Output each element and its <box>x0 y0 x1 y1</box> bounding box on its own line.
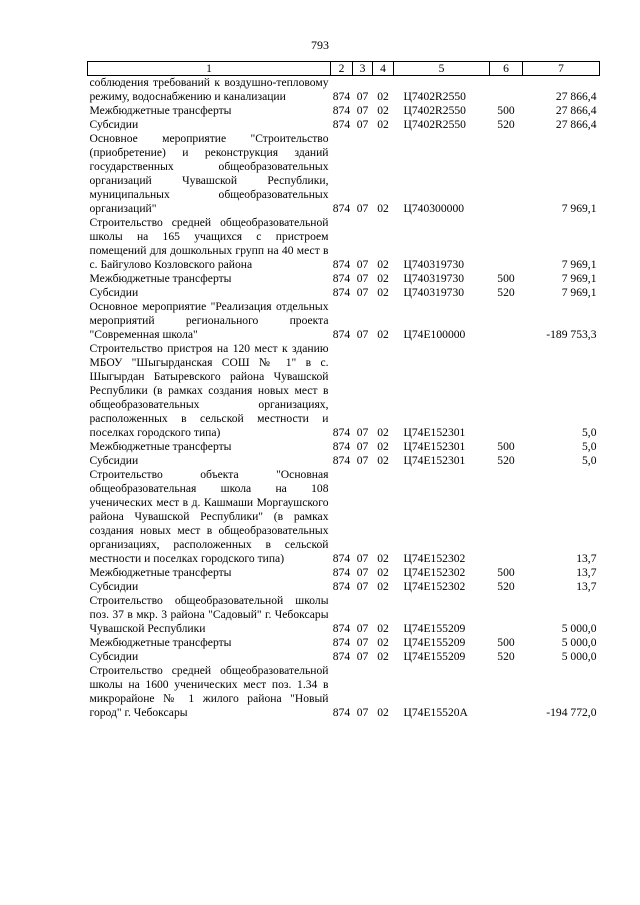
row-section: 07 <box>356 580 369 593</box>
table-row <box>88 664 600 720</box>
row-name: Межбюджетные трансферты <box>89 272 232 285</box>
row-amount: 13,7 <box>576 566 597 579</box>
row-amount: 27 866,4 <box>555 118 597 131</box>
row-amount: 5,0 <box>582 454 597 467</box>
row-amount: -189 753,3 <box>546 328 597 341</box>
row-name: Субсидии <box>89 286 139 299</box>
row-admin-code: 874 <box>332 552 351 565</box>
row-admin-code: 874 <box>332 580 351 593</box>
row-amount: 7 969,1 <box>561 258 597 271</box>
row-amount: 5 000,0 <box>561 650 597 663</box>
column-header: 6 <box>490 62 523 76</box>
row-target-article: Ц7402R2550 <box>403 104 466 117</box>
row-section: 07 <box>356 636 369 649</box>
row-target-article: Ц74Е155209 <box>403 622 466 635</box>
row-target-article: Ц740319730 <box>403 258 465 271</box>
row-target-article: Ц7402R2550 <box>403 90 466 103</box>
row-subsection: 02 <box>377 426 389 439</box>
row-expense-type <box>490 468 523 566</box>
row-expense-type <box>490 216 523 272</box>
row-section: 07 <box>356 454 369 467</box>
row-section: 07 <box>356 566 369 579</box>
row-subsection: 02 <box>377 552 389 565</box>
row-name: Межбюджетные трансферты <box>89 566 232 579</box>
row-name: Субсидии <box>89 454 139 467</box>
row-name: Основное мероприятие "Строительство (приобретение) и реконструкция зданий государственных общеобразовательных организаций Чувашской Республики, муниципальных общеобразовательных организаций" <box>89 132 329 215</box>
row-admin-code: 874 <box>332 118 351 131</box>
row-expense-type <box>490 76 523 105</box>
row-expense-type <box>490 594 523 636</box>
column-header: 5 <box>394 62 490 76</box>
row-admin-code: 874 <box>332 622 351 635</box>
table-row <box>88 104 600 118</box>
row-section: 07 <box>356 440 369 453</box>
row-admin-code: 874 <box>332 286 351 299</box>
row-subsection: 02 <box>377 440 389 453</box>
row-target-article: Ц74Е155209 <box>403 650 466 663</box>
column-header: 4 <box>373 62 394 76</box>
row-expense-type: 520 <box>497 454 515 467</box>
row-section: 07 <box>356 426 369 439</box>
row-subsection: 02 <box>377 622 389 635</box>
row-admin-code: 874 <box>332 426 351 439</box>
row-subsection: 02 <box>377 706 389 719</box>
column-header: 7 <box>523 62 600 76</box>
row-expense-type <box>490 132 523 216</box>
row-target-article: Ц74Е152302 <box>403 566 466 579</box>
row-expense-type: 500 <box>497 272 515 285</box>
table-row <box>88 440 600 454</box>
row-subsection: 02 <box>377 104 389 117</box>
table-row <box>88 566 600 580</box>
column-header: 3 <box>353 62 373 76</box>
row-target-article: Ц74Е155209 <box>403 636 466 649</box>
row-admin-code: 874 <box>332 650 351 663</box>
row-section: 07 <box>356 622 369 635</box>
row-admin-code: 874 <box>332 566 351 579</box>
row-expense-type: 520 <box>497 650 515 663</box>
table-body <box>88 76 600 721</box>
row-name: Субсидии <box>89 118 139 131</box>
row-name: Строительство пристроя на 120 мест к зданию МБОУ "Шыгырданская СОШ № 1" в с. Шыгырдан Батыревского района Чувашской Республики (в рамках создания новых мест в общеобразовательных организациях, расположенных в сельской местности и поселках городского типа) <box>89 342 329 439</box>
row-name: соблюдения требований к воздушно-тепловому режиму, водоснабжению и канализации <box>89 76 329 103</box>
row-name: Строительство средней общеобразовательной школы на 165 учащихся с пристроем помещений для дошкольных групп на 40 мест в с. Байгулово Козловского района <box>89 216 329 271</box>
row-amount: 7 969,1 <box>561 286 597 299</box>
budget-table <box>87 61 600 720</box>
row-target-article: Ц74Е152302 <box>403 580 466 593</box>
table-row <box>88 636 600 650</box>
row-subsection: 02 <box>377 202 389 215</box>
row-expense-type: 500 <box>497 566 515 579</box>
row-section: 07 <box>356 328 369 341</box>
row-subsection: 02 <box>377 650 389 663</box>
row-expense-type: 500 <box>497 440 515 453</box>
row-expense-type <box>490 300 523 342</box>
column-header: 2 <box>331 62 353 76</box>
row-admin-code: 874 <box>332 272 351 285</box>
table-row <box>88 272 600 286</box>
row-admin-code: 874 <box>332 202 351 215</box>
row-section: 07 <box>356 90 369 103</box>
row-target-article: Ц74Е152302 <box>403 552 466 565</box>
row-subsection: 02 <box>377 286 389 299</box>
table-row <box>88 342 600 440</box>
row-target-article: Ц740319730 <box>403 286 465 299</box>
row-name: Строительство общеобразовательной школы поз. 37 в мкр. 3 района "Садовый" г. Чебоксары Чувашской Республики <box>89 594 329 635</box>
row-admin-code: 874 <box>332 258 351 271</box>
table-row <box>88 454 600 468</box>
row-amount: 7 969,1 <box>561 202 597 215</box>
column-header: 1 <box>88 62 331 76</box>
row-name: Межбюджетные трансферты <box>89 636 232 649</box>
table-row <box>88 650 600 664</box>
table-row <box>88 468 600 566</box>
row-subsection: 02 <box>377 272 389 285</box>
row-expense-type <box>490 342 523 440</box>
table-row <box>88 300 600 342</box>
row-amount: 5,0 <box>582 440 597 453</box>
row-target-article: Ц740300000 <box>403 202 465 215</box>
row-target-article: Ц74Е152301 <box>403 426 466 439</box>
table-row <box>88 594 600 636</box>
page-number: 793 <box>311 38 329 52</box>
row-amount: 5 000,0 <box>561 636 597 649</box>
table-row <box>88 118 600 132</box>
row-amount: 5,0 <box>582 426 597 439</box>
row-subsection: 02 <box>377 258 389 271</box>
row-section: 07 <box>356 258 369 271</box>
row-section: 07 <box>356 650 369 663</box>
row-subsection: 02 <box>377 118 389 131</box>
row-target-article: Ц74Е152301 <box>403 440 466 453</box>
row-admin-code: 874 <box>332 636 351 649</box>
row-expense-type: 500 <box>497 104 515 117</box>
row-name: Строительство средней общеобразовательной школы на 1600 ученических мест поз. 1.34 в микрорайоне № 1 жилого района "Новый город" г. Чебоксары <box>89 664 329 719</box>
row-subsection: 02 <box>377 90 389 103</box>
table-row <box>88 286 600 300</box>
row-amount: 13,7 <box>576 580 597 593</box>
row-amount: 7 969,1 <box>561 272 597 285</box>
row-subsection: 02 <box>377 566 389 579</box>
row-section: 07 <box>356 202 369 215</box>
row-target-article: Ц74Е152301 <box>403 454 466 467</box>
row-expense-type <box>490 664 523 720</box>
row-target-article: Ц7402R2550 <box>403 118 466 131</box>
row-section: 07 <box>356 286 369 299</box>
row-expense-type: 520 <box>497 286 515 299</box>
row-name: Субсидии <box>89 650 139 663</box>
row-section: 07 <box>356 706 369 719</box>
row-admin-code: 874 <box>332 104 351 117</box>
row-name: Строительство объекта "Основная общеобразовательная школа на 108 ученических мест в д. Кашмаши Моргаушского района Чувашской Республики" (в рамках создания новых мест в общеобразовательных организациях, расположенных в сельской местности и поселках городского типа) <box>89 468 329 565</box>
row-target-article: Ц740319730 <box>403 272 465 285</box>
row-expense-type: 520 <box>497 580 515 593</box>
row-amount: -194 772,0 <box>546 706 597 719</box>
row-amount: 27 866,4 <box>555 90 597 103</box>
row-expense-type: 520 <box>497 118 515 131</box>
row-admin-code: 874 <box>332 454 351 467</box>
row-name: Субсидии <box>89 580 139 593</box>
row-expense-type: 500 <box>497 636 515 649</box>
row-name: Межбюджетные трансферты <box>89 104 232 117</box>
row-admin-code: 874 <box>332 706 351 719</box>
row-section: 07 <box>356 272 369 285</box>
row-admin-code: 874 <box>332 440 351 453</box>
row-name: Межбюджетные трансферты <box>89 440 232 453</box>
row-subsection: 02 <box>377 636 389 649</box>
table-row <box>88 580 600 594</box>
row-admin-code: 874 <box>332 90 351 103</box>
row-section: 07 <box>356 118 369 131</box>
row-target-article: Ц74Е15520А <box>403 706 468 719</box>
row-target-article: Ц74Е100000 <box>403 328 466 341</box>
table-header-row <box>88 62 600 76</box>
row-name: Основное мероприятие "Реализация отдельных мероприятий регионального проекта "Современная школа" <box>89 300 329 341</box>
table-row <box>88 132 600 216</box>
table-row <box>88 216 600 272</box>
row-amount: 5 000,0 <box>561 622 597 635</box>
row-subsection: 02 <box>377 328 389 341</box>
row-amount: 13,7 <box>576 552 597 565</box>
table-row <box>88 76 600 105</box>
row-amount: 27 866,4 <box>555 104 597 117</box>
row-section: 07 <box>356 104 369 117</box>
row-subsection: 02 <box>377 580 389 593</box>
row-section: 07 <box>356 552 369 565</box>
row-subsection: 02 <box>377 454 389 467</box>
row-admin-code: 874 <box>332 328 351 341</box>
